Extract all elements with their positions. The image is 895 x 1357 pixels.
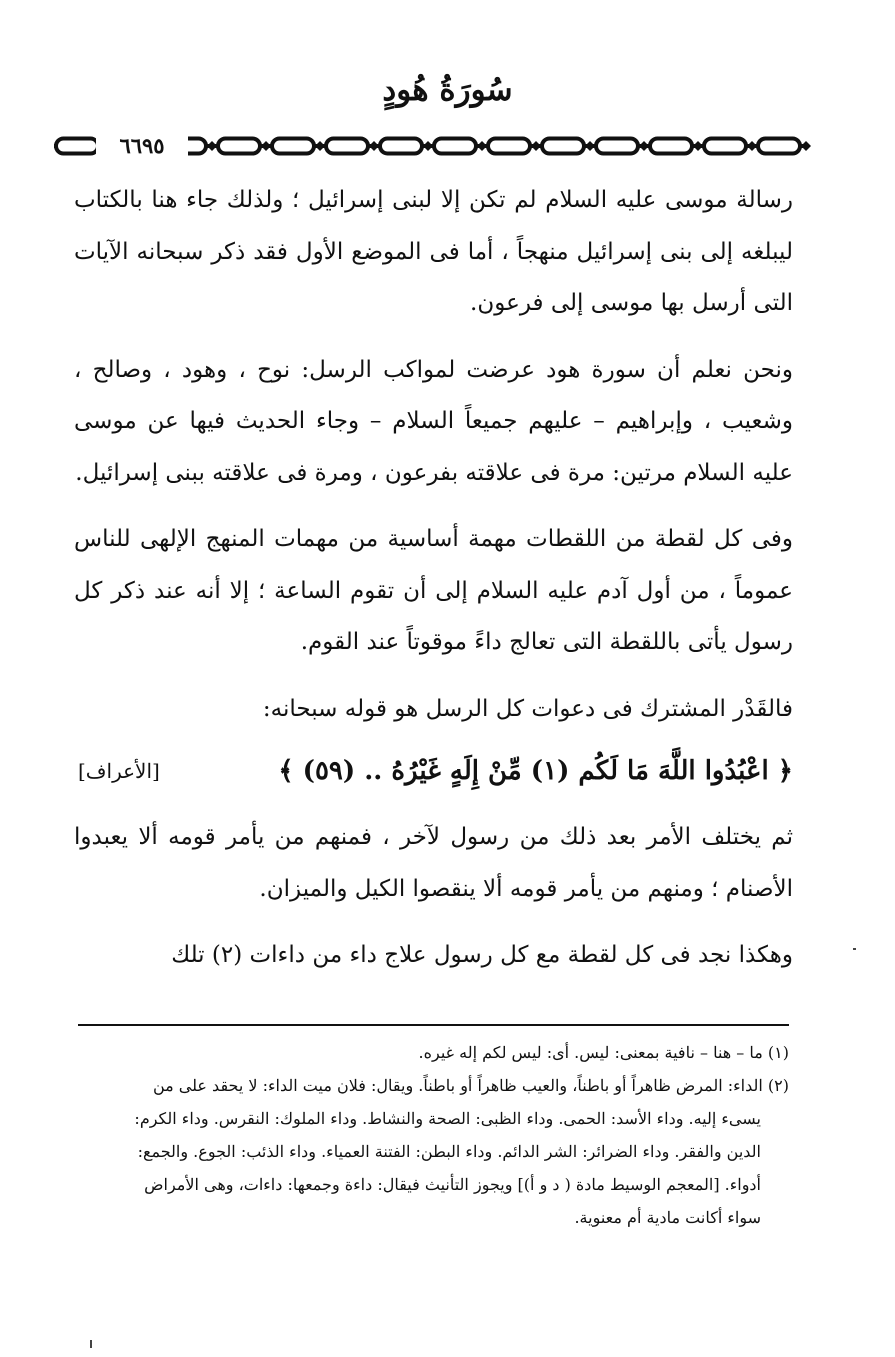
footnote-2-line-1: (٢) الداء: المرض ظاهراً أو باطناً، والعيب ظاهراً أو باطناً. ويقال: فلان ميت الداء: لا يحقد على من: [152, 1076, 789, 1095]
paragraph-remedy-for-ailments: وهكذا نجد فى كل لقطة مع كل رسول علاج داء من داءات (٢) تلك: [171, 942, 793, 968]
chain-link: [596, 139, 638, 154]
footnote-2-line-2: يسىء إليه. وداء الأسد: الحمى. وداء الظبى: الصحة والنشاط. وداء الملوك: النقرس. وداء الكرم:: [134, 1109, 761, 1128]
footnote-2-line-4: أدواء. [المعجم الوسيط مادة ( د و أ)] ويجوز التأنيث فيقال: داءة وجمعها: داءات، وهى الأمراض: [144, 1175, 761, 1194]
footnote-2-line-3: الدين والفقر. وداء الضرائر: الشر الدائم. وداء البطن: الفتنة العمياء. وداء الذئب: الجوع. والجمع:: [137, 1142, 761, 1161]
footnote-2-line-5: سواء أكانت مادية أم معنوية.: [574, 1208, 761, 1227]
footnote-separator: [78, 1024, 789, 1026]
chain-bead: [207, 141, 217, 151]
scan-speck: [853, 948, 856, 950]
chain-ornament-divider: [44, 128, 816, 164]
chain-bead: [801, 141, 811, 151]
paragraph-moses-message: رسالة موسى عليه السلام لم تكن إلا لبنى إسرائيل ؛ ولذلك جاء هنا بالكتاب ليبلغه إلى بنى إسرائيل منهجاً ، أما فى الموضع الأول فقد ذكر سبحانه الآيات التى أرسل بها موسى إلى فرعون.: [74, 187, 793, 316]
page-number: ٦٦٩٥: [96, 131, 188, 161]
chain-bead: [261, 141, 271, 151]
paragraph-differing-commands: ثم يختلف الأمر بعد ذلك من رسول لآخر ، فمنهم من يأمر قومه ألا يعبدوا الأصنام ؛ ومنهم من يأمر قومه ألا ينقصوا الكيل والميزان.: [74, 824, 793, 902]
quran-verse-line: [74, 745, 793, 797]
chain-link: [380, 139, 422, 154]
scan-speck: [90, 1340, 92, 1348]
chain-link: [488, 139, 530, 154]
footnotes: [74, 1037, 789, 1235]
chain-link: [758, 139, 800, 154]
chain-bead: [369, 141, 379, 151]
chain-bead: [747, 141, 757, 151]
chain-bead: [423, 141, 433, 151]
chain-link: [326, 139, 368, 154]
verse-source: [الأعراف]: [78, 759, 160, 783]
chain-bead: [585, 141, 595, 151]
chain-bead: [315, 141, 325, 151]
paragraph-processions-of-messengers: ونحن نعلم أن سورة هود عرضت لمواكب الرسل: نوح ، وهود ، وصالح ، وشعيب ، وإبراهيم – عليهم جميعاً السلام – وجاء الحديث فيها عن موسى عليه السلام مرتين: مرة فى علاقته بفرعون ، ومرة فى علاقته ببنى إسرائيل.: [74, 356, 793, 486]
chain-bead: [693, 141, 703, 151]
quran-verse: ﴿ اعْبُدُوا اللَّهَ مَا لَكُم (١) مِّنْ إِلَهٍ غَيْرُهُ .. (٥٩) ﴾: [278, 756, 793, 786]
chain-bead: [639, 141, 649, 151]
chain-link: [218, 139, 260, 154]
chain-link: [272, 139, 314, 154]
chain-bead: [477, 141, 487, 151]
chain-link: [704, 139, 746, 154]
chain-link: [56, 139, 98, 154]
main-text-body: [74, 175, 793, 997]
footnote-1: (١) ما – هنا – نافية بمعنى: ليس. أى: ليس لكم إله غيره.: [418, 1043, 789, 1062]
chain-link: [542, 139, 584, 154]
surah-title: سُورَةُ هُودٍ: [382, 72, 513, 108]
paragraph-divine-method-scenes: وفى كل لقطة من اللقطات مهمة أساسية من مهمات المنهج الإلهى للناس عموماً ، من أول آدم عليه السلام إلى أن تقوم الساعة ؛ إلا أنه عند ذكر كل رسول يأتى باللقطة التى تعالج داءً موقوتاً عند القوم.: [74, 526, 793, 655]
paragraph-common-call: فالقَدْر المشترك فى دعوات كل الرسل هو قوله سبحانه:: [262, 695, 793, 722]
chain-bead: [531, 141, 541, 151]
chain-link: [434, 139, 476, 154]
chain-link: [650, 139, 692, 154]
